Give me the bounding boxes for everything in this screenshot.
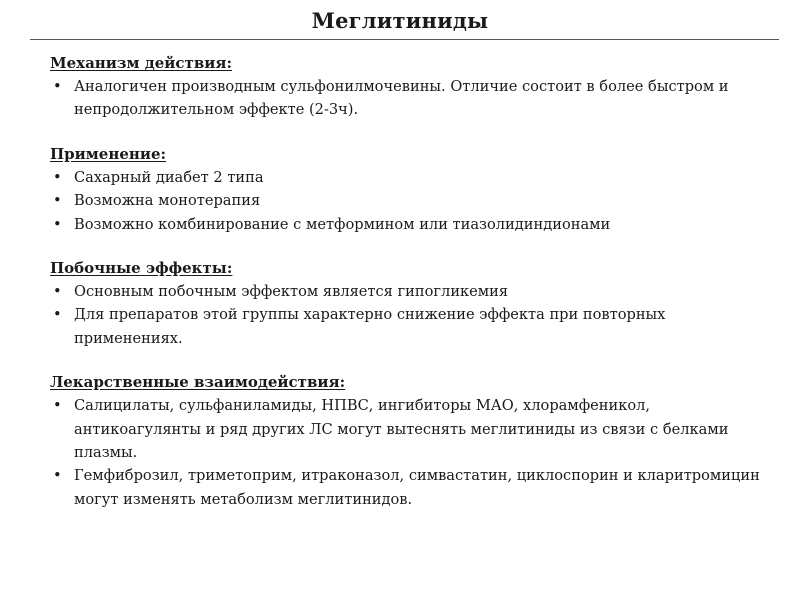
bullet-icon: • [53,78,62,95]
slide-title: Меглитиниды [311,8,489,33]
list-item [50,280,770,303]
list-item [50,75,770,122]
list-item-text: Возможна монотерапия [74,192,261,210]
list-item [50,303,770,350]
section-heading: Механизм действия: [50,54,232,72]
bullet-icon: • [53,215,62,233]
list-item-text: Для препаратов этой группы характерно снижение эффекта при повторных применениях. [74,306,666,347]
list-item-text: Гемфиброзил, триметоприм, итраконазол, симвастатин, циклоспорин и кларитромицин могут изменять метаболизм меглитинидов. [74,467,760,508]
bullet-icon: • [53,283,62,301]
bullet-icon: • [53,467,62,485]
section-heading: Лекарственные взаимодействия: [50,373,346,392]
slide-content [50,52,770,532]
list-item-text: Основным побочным эффектом является гипогликемия [74,283,509,301]
bullet-icon: • [53,168,62,186]
list-item [50,213,770,236]
bullet-list [50,166,770,236]
section-application [50,143,770,236]
bullet-list [50,75,770,122]
section-heading: Применение: [50,144,167,163]
list-item [50,394,770,464]
bullet-icon: • [53,397,62,415]
list-item [50,189,770,212]
section-side-effects [50,257,770,350]
section-interactions [50,371,770,511]
bullet-list [50,394,770,511]
list-item [50,166,770,189]
list-item-text: Сахарный диабет 2 типа [74,168,264,186]
bullet-list [50,280,770,350]
list-item [50,464,770,511]
section-heading: Побочные эффекты: [50,259,233,278]
bullet-icon: • [53,306,62,324]
section-mechanism [50,52,770,122]
bullet-icon: • [53,192,62,210]
list-item-text: Салицилаты, сульфаниламиды, НПВС, ингибиторы МАО, хлорамфеникол, антикоагулянты и ряд других ЛС могут вытеснять меглитиниды из связи с белками плазмы. [74,397,729,462]
list-item-text: Возможно комбинирование с метформином или тиазолидиндионами [74,215,611,233]
list-item-text: Аналогичен производным сульфонилмочевины. Отличие состоит в более быстром и непродолжительном эффекте (2-3ч). [74,78,729,119]
title-divider [30,39,779,40]
